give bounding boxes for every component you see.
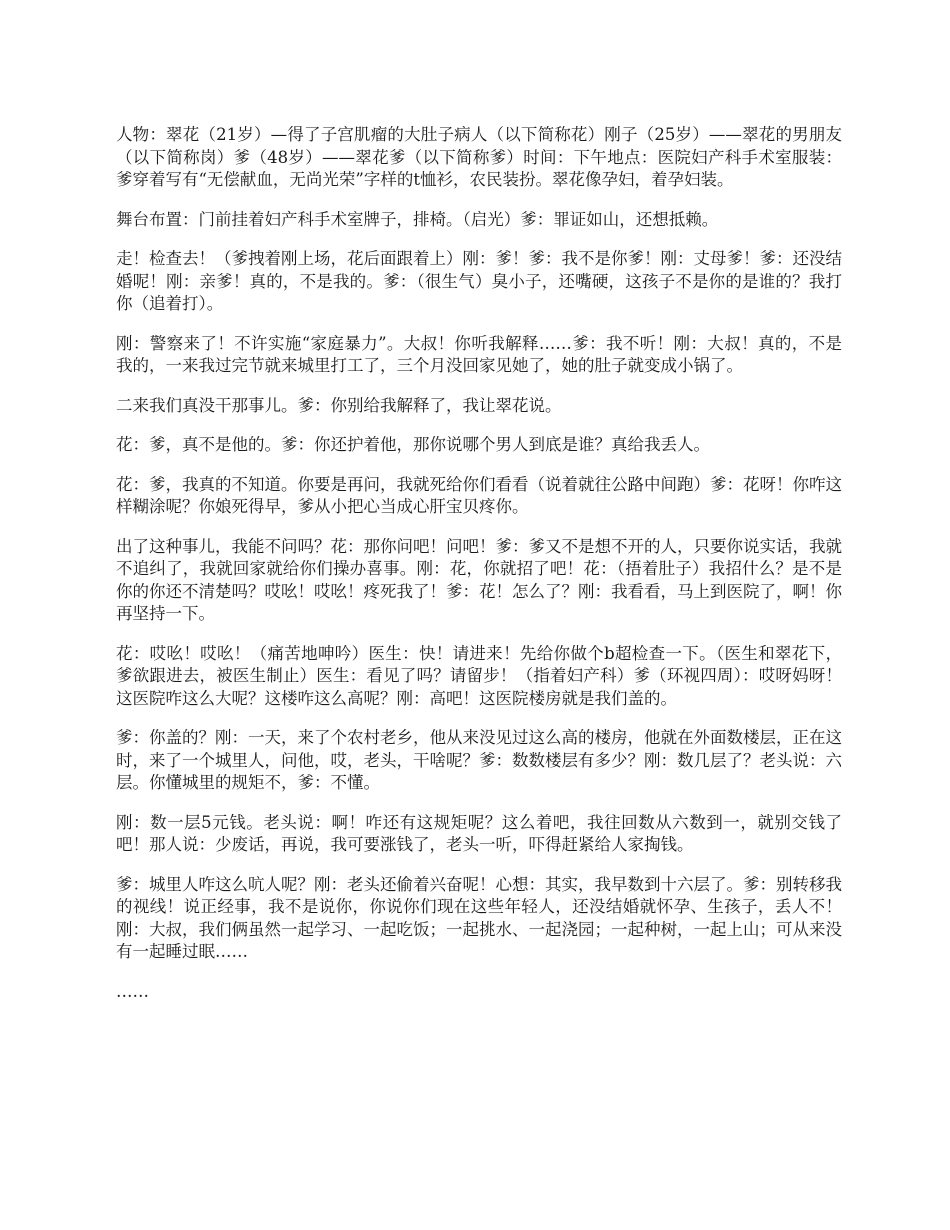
- paragraph: 舞台布置：门前挂着妇产科手术室牌子，排椅。（启光）爹：罪证如山，还想抵赖。: [116, 209, 719, 229]
- paragraph: 刚：数一层5元钱。老头说：啊！咋还有这规矩呢？这么着吧，我往回数从六数到一，就别交钱了吧！那人说：少废话，再说，我可要涨钱了，老头一听，吓得赶紧给人家掏钱。: [116, 812, 842, 854]
- paragraph: 刚：警察来了！不许实施“家庭暴力”。大叔！你听我解释……爹：我不听！刚：大叔！真的，不是我的，一来我过完节就来城里打工了，三个月没回家见她了，她的肚子就变成小锅了。: [116, 333, 842, 375]
- ellipsis: ……: [116, 981, 149, 1001]
- paragraph: 爹：城里人咋这么吭人呢？刚：老头还偷着兴奋呢！心想：其实，我早数到十六层了。爹：别转移我的视线！说正经事，我不是说你，你说你们现在这些年轻人，还没结婚就怀孕、生孩子，丢人不！刚：大叔，我们俩虽然一起学习、一起吃饭；一起挑水、一起浇园；一起种树，一起上山；可从来没有一起睡过眠……: [116, 874, 842, 961]
- paragraph: 人物：翠花（21岁）—得了子宫肌瘤的大肚子病人（以下简称花）刚子（25岁）——翠花的男朋友（以下简称岗）爹（48岁）——翠花爹（以下简称爹）时间：下午地点：医院妇产科手术室服装：爹穿着写有“无偿献血，无尚光荣”字样的t恤衫，农民装扮。翠花像孕妇，着孕妇装。: [116, 125, 842, 189]
- paragraph: 花：爹，我真的不知道。你要是再问，我就死给你们看看（说着就往公路中间跑）爹：花呀！你咋这样糊涂呢？你娘死得早，爹从小把心当成心肝宝贝疼你。: [116, 474, 842, 516]
- paragraph: 花：爹，真不是他的。爹：你还护着他，那你说哪个男人到底是谁？真给我丢人。: [116, 435, 710, 454]
- paragraph: 走！检查去！（爹拽着刚上场，花后面跟着上）刚：爹！爹：我不是你爹！刚：丈母爹！爹：还没结婚呢！刚：亲爹！真的，不是我的。爹：（很生气）臭小子，还嘴硬，这孩子不是你的是谁的？我打你（追着打）。: [116, 249, 842, 313]
- paragraph: 出了这种事儿，我能不问吗？花：那你问吧！问吧！爹：爹又不是想不开的人，只要你说实话，我就不追纠了，我就回家就给你们操办喜事。刚：花，你就招了吧！花：（捂着肚子）我招什么？是不是你的你还不清楚吗？哎吆！哎吆！疼死我了！爹：花！怎么了？刚：我看看，马上到医院了，啊！你再坚持一下。: [116, 536, 842, 623]
- paragraph: 花：哎吆！哎吆！（痛苦地呻吟）医生：快！请进来！先给你做个b超检查一下。（医生和翠花下，爹欲跟进去，被医生制止）医生：看见了吗？请留步！（指着妇产科）爹（环视四周）：哎呀妈呀！这医院咋这么大呢？这楼咋这么高呢？刚：高吧！这医院楼房就是我们盖的。: [116, 643, 842, 708]
- paragraph: 爹：你盖的？刚：一天，来了个农村老乡，他从来没见过这么高的楼房，他就在外面数楼层，正在这时，来了一个城里人，问他，哎，老头，干啥呢？爹：数数楼层有多少？刚：数几层了？老头说：六层。你懂城里的规矩不，爹：不懂。: [116, 728, 842, 792]
- paragraph: 二来我们真没干那事儿。爹：你别给我解释了，我让翠花说。: [116, 395, 562, 415]
- document-body: [116, 124, 842, 1020]
